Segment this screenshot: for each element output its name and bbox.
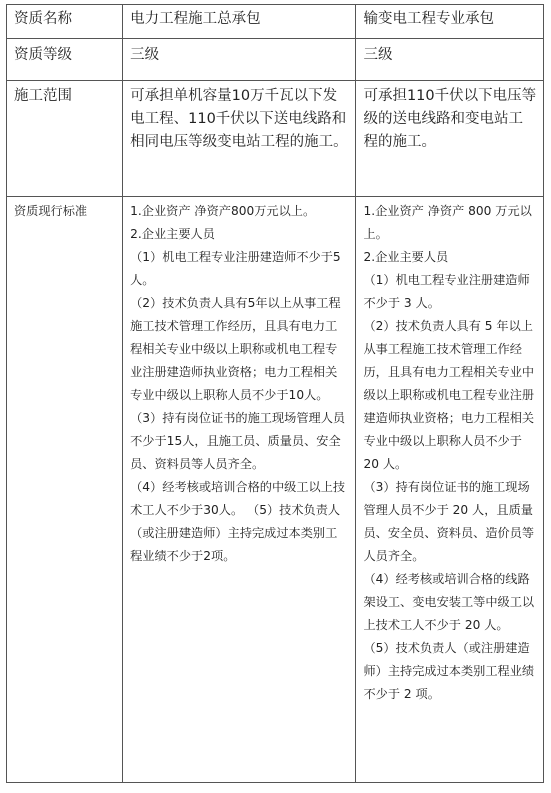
standard-b-item: 1.企业资产 净资产 800 万元以上。 — [363, 204, 532, 241]
level-col-a: 三级 — [123, 39, 356, 81]
scope-col-b: 可承担110千伏以下电压等级的送电线路和变电站工程的施工。 — [356, 81, 544, 197]
standard-b-item: （5）技术负责人（或注册建造师）主持完成过本类别工程业绩不少于 2 项。 — [363, 641, 535, 701]
standard-a-item: （3）持有岗位证书的施工现场管理人员不少于15人，且施工员、质量员、安全员、资料员等人员齐全。 — [130, 411, 346, 471]
header-col-a: 电力工程施工总承包 — [123, 5, 356, 39]
standard-a-item: （2）技术负责人具有5年以上从事工程施工技术管理工作经历，且具有电力工程相关专业中级以上职称或机电工程专业注册建造师执业资格；电力工程相关专业中级以上职称人员不少于10人。 — [130, 296, 341, 402]
standard-a-item: 1.企业资产 净资产800万元以上。 — [130, 204, 316, 218]
header-row — [7, 5, 544, 39]
standard-col-a — [123, 197, 356, 783]
qualification-table — [6, 4, 544, 783]
header-label: 资质名称 — [7, 5, 123, 39]
level-col-b: 三级 — [356, 39, 544, 81]
level-label: 资质等级 — [7, 39, 123, 81]
standard-b-item: （2）技术负责人具有 5 年以上从事工程施工技术管理工作经历，且具有电力工程相关专业中级以上职称或机电工程专业注册建造师执业资格；电力工程相关专业中级以上职称人员不少于 20 人。 — [363, 319, 535, 471]
standard-a-item: （1）机电工程专业注册建造师不少于5人。 — [130, 250, 341, 287]
standard-b-item: （3）持有岗位证书的施工现场管理人员不少于 20 人，且质量员、安全员、资料员、造价员等人员齐全。 — [363, 480, 535, 563]
level-row — [7, 39, 544, 81]
standard-label: 资质现行标准 — [7, 197, 123, 783]
standard-col-b — [356, 197, 544, 783]
standard-row — [7, 197, 544, 783]
scope-col-a: 可承担单机容量10万千瓦以下发电工程、110千伏以下送电线路和相同电压等级变电站工程的施工。 — [123, 81, 356, 197]
header-col-b: 输变电工程专业承包 — [356, 5, 544, 39]
standard-a-item: （4）经考核或培训合格的中级工以上技术工人不少于30人。 （5）技术负责人（或注册建造师）主持完成过本类别工程业绩不少于2项。 — [130, 480, 346, 563]
standard-b-item: （4）经考核或培训合格的线路架设工、变电安装工等中级工以上技术工人不少于 20 人。 — [363, 572, 535, 632]
standard-b-item: （1）机电工程专业注册建造师不少于 3 人。 — [363, 273, 530, 310]
standard-b-item: 2.企业主要人员 — [363, 250, 449, 264]
qualification-table-wrapper — [6, 4, 544, 783]
scope-row — [7, 81, 544, 197]
scope-label: 施工范围 — [7, 81, 123, 197]
standard-a-item: 2.企业主要人员 — [130, 227, 215, 241]
